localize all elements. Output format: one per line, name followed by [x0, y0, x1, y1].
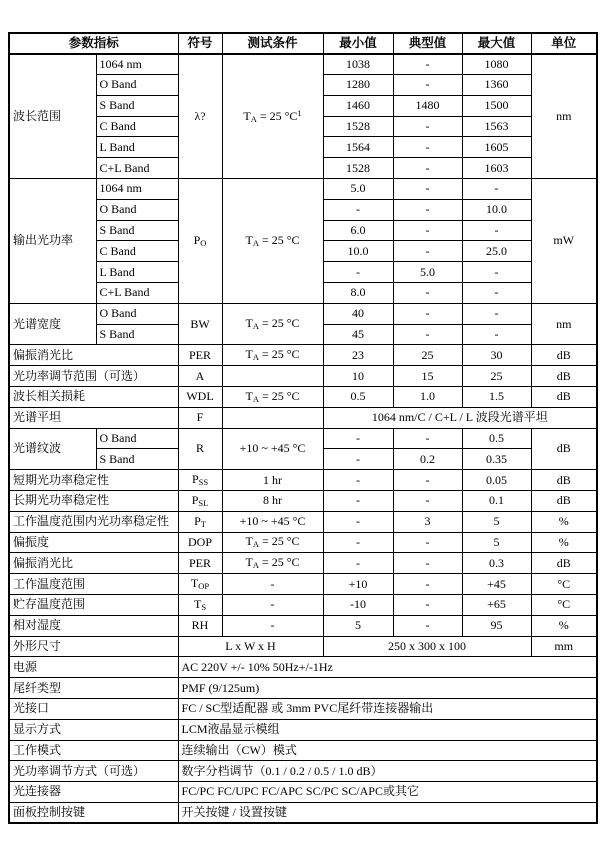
table-row — [9, 657, 597, 678]
min-value-cell: - — [323, 449, 393, 470]
unit-cell: dB — [531, 387, 597, 408]
param-sub-cell: S Band — [96, 220, 178, 241]
param-name-cell: 电源 — [9, 657, 178, 678]
typ-value-cell: - — [393, 428, 462, 449]
typ-value-cell: - — [393, 595, 462, 616]
max-value-cell: 1360 — [462, 75, 531, 96]
symbol-cell: RH — [178, 615, 222, 636]
max-value-cell: 10.0 — [462, 199, 531, 220]
min-value-cell: - — [323, 428, 393, 449]
param-name-cell: 工作温度范围 — [9, 574, 178, 595]
param-name-cell: 长期光功率稳定性 — [9, 491, 178, 512]
min-value-cell: 1528 — [323, 116, 393, 137]
max-value-cell: 0.35 — [462, 449, 531, 470]
symbol-cell: $P_{SS}$ — [178, 470, 222, 491]
typ-value-cell: - — [393, 491, 462, 512]
max-value-cell: +45 — [462, 574, 531, 595]
symbol-cell: $P_T$ — [178, 511, 222, 532]
condition-cell — [222, 366, 323, 387]
condition-cell — [222, 407, 323, 428]
condition-cell: $T_A = 25$ °C — [222, 553, 323, 574]
table-row — [9, 553, 597, 574]
typ-value-cell: 1.0 — [393, 387, 462, 408]
param-sub-cell: C+L Band — [96, 283, 178, 304]
header-max-value: 最大值 — [462, 33, 531, 54]
value-cell: AC 220V +/- 10% 50Hz+/-1Hz — [178, 657, 597, 678]
min-value-cell: 45 — [323, 324, 393, 345]
symbol-cell: WDL — [178, 387, 222, 408]
value-cell: 1064 nm/C / C+L / L 波段光谱平坦 — [323, 407, 597, 428]
min-value-cell: +10 — [323, 574, 393, 595]
typ-value-cell: - — [393, 241, 462, 262]
symbol-cell: $T_S$ — [178, 595, 222, 616]
condition-cell: $T_A = 25$ °C — [222, 532, 323, 553]
param-name-cell: 显示方式 — [9, 719, 178, 740]
max-value-cell: - — [462, 303, 531, 324]
header-condition: 测试条件 — [222, 33, 323, 54]
min-value-cell: 10.0 — [323, 241, 393, 262]
table-row — [9, 699, 597, 720]
header-min-value: 最小值 — [323, 33, 393, 54]
max-value-cell: 0.5 — [462, 428, 531, 449]
param-name-cell: 输出光功率 — [9, 179, 96, 304]
max-value-cell: 5 — [462, 532, 531, 553]
typ-value-cell: - — [393, 283, 462, 304]
param-name-cell: 光接口 — [9, 699, 178, 720]
unit-cell: mW — [531, 179, 597, 304]
max-value-cell: 30 — [462, 345, 531, 366]
max-value-cell: 95 — [462, 615, 531, 636]
max-value-cell: 25 — [462, 366, 531, 387]
unit-cell: dB — [531, 366, 597, 387]
min-value-cell: 5.0 — [323, 179, 393, 200]
param-name-cell: 偏振消光比 — [9, 345, 178, 366]
typ-value-cell: 0.2 — [393, 449, 462, 470]
typ-value-cell: 15 — [393, 366, 462, 387]
condition-cell: $T_A = 25$ $^\circ C^1$ — [222, 54, 323, 179]
table-row — [9, 366, 597, 387]
symbol-cell: DOP — [178, 532, 222, 553]
unit-cell: dB — [531, 491, 597, 512]
min-value-cell: 5 — [323, 615, 393, 636]
unit-cell: dB — [531, 428, 597, 470]
typ-value-cell: - — [393, 574, 462, 595]
condition-cell: - — [222, 595, 323, 616]
symbol-cell: PER — [178, 553, 222, 574]
param-sub-cell: S Band — [96, 324, 178, 345]
max-value-cell: 1605 — [462, 137, 531, 158]
header-symbol: 符号 — [178, 33, 222, 54]
unit-cell: nm — [531, 303, 597, 345]
max-value-cell: - — [462, 283, 531, 304]
max-value-cell: - — [462, 220, 531, 241]
param-name-cell: 偏振消光比 — [9, 553, 178, 574]
param-name-cell: 工作模式 — [9, 740, 178, 761]
typ-value-cell: - — [393, 470, 462, 491]
min-value-cell: 10 — [323, 366, 393, 387]
typ-value-cell: - — [393, 137, 462, 158]
min-value-cell: - — [323, 532, 393, 553]
value-cell: PMF (9/125um) — [178, 678, 597, 699]
condition-cell: $T_A = 25$ °C — [222, 387, 323, 408]
condition-cell: $T_A = 25$ °C — [222, 303, 323, 345]
condition-cell: - — [222, 615, 323, 636]
table-row — [9, 54, 597, 75]
min-value-cell: - — [323, 262, 393, 283]
min-value-cell: 1528 — [323, 158, 393, 179]
param-name-cell: 外形尺寸 — [9, 636, 178, 657]
typ-value-cell: - — [393, 615, 462, 636]
param-name-cell: 偏振度 — [9, 532, 178, 553]
unit-cell: dB — [531, 345, 597, 366]
table-row — [9, 782, 597, 803]
header-param-name: 参数指标 — [9, 33, 178, 54]
param-sub-cell: S Band — [96, 95, 178, 116]
max-value-cell: 1.5 — [462, 387, 531, 408]
min-value-cell: - — [323, 553, 393, 574]
condition-cell: $T_A = 25$ °C — [222, 179, 323, 304]
param-name-cell: 波长相关损耗 — [9, 387, 178, 408]
min-value-cell: - — [323, 470, 393, 491]
min-value-cell: 1460 — [323, 95, 393, 116]
table-row — [9, 595, 597, 616]
max-value-cell: 0.3 — [462, 553, 531, 574]
condition-cell: $T_A = 25$ °C — [222, 345, 323, 366]
min-value-cell: 40 — [323, 303, 393, 324]
typ-value-cell: - — [393, 75, 462, 96]
unit-cell: mm — [531, 636, 597, 657]
table-header — [9, 33, 597, 54]
max-value-cell: - — [462, 179, 531, 200]
min-value-cell: 6.0 — [323, 220, 393, 241]
param-sub-cell: C+L Band — [96, 158, 178, 179]
condition-cell: +10 ~ +45 °C — [222, 428, 323, 470]
symbol-cell: BW — [178, 303, 222, 345]
condition-cell: 8 hr — [222, 491, 323, 512]
table-row — [9, 428, 597, 449]
unit-cell: % — [531, 615, 597, 636]
param-name-cell: 光谱平坦 — [9, 407, 178, 428]
max-value-cell: 5 — [462, 511, 531, 532]
unit-cell: dB — [531, 470, 597, 491]
table-row — [9, 470, 597, 491]
param-sub-cell: C Band — [96, 116, 178, 137]
typ-value-cell: 3 — [393, 511, 462, 532]
param-sub-cell: O Band — [96, 303, 178, 324]
typ-value-cell: - — [393, 303, 462, 324]
unit-cell: nm — [531, 54, 597, 179]
value-cell: LCM液晶显示模组 — [178, 719, 597, 740]
table-row — [9, 532, 597, 553]
table-row — [9, 615, 597, 636]
max-value-cell: 25.0 — [462, 241, 531, 262]
typ-value-cell: - — [393, 116, 462, 137]
table-row — [9, 179, 597, 200]
table-row — [9, 303, 597, 324]
symbol-cell: PER — [178, 345, 222, 366]
param-name-cell: 尾纤类型 — [9, 678, 178, 699]
min-value-cell: 1038 — [323, 54, 393, 75]
param-sub-cell: C Band — [96, 241, 178, 262]
param-sub-cell: O Band — [96, 75, 178, 96]
header-typ-value: 典型值 — [393, 33, 462, 54]
symbol-cell: A — [178, 366, 222, 387]
table-row — [9, 761, 597, 782]
typ-value-cell: - — [393, 199, 462, 220]
min-value-cell: 23 — [323, 345, 393, 366]
param-sub-cell: O Band — [96, 428, 178, 449]
header-unit: 单位 — [531, 33, 597, 54]
table-row — [9, 802, 597, 823]
header-row — [9, 33, 597, 54]
unit-cell: dB — [531, 553, 597, 574]
param-name-cell: 短期光功率稳定性 — [9, 470, 178, 491]
param-name-cell: 波长范围 — [9, 54, 96, 179]
table-row — [9, 740, 597, 761]
max-value-cell: 1080 — [462, 54, 531, 75]
typ-value-cell: 5.0 — [393, 262, 462, 283]
unit-cell: % — [531, 532, 597, 553]
max-value-cell: 0.1 — [462, 491, 531, 512]
table-row — [9, 491, 597, 512]
param-sub-cell: O Band — [96, 199, 178, 220]
param-name-cell: 光功率调节范围（可选） — [9, 366, 178, 387]
symbol-cell: F — [178, 407, 222, 428]
unit-cell: % — [531, 511, 597, 532]
table-row — [9, 407, 597, 428]
condition-cell: - — [222, 574, 323, 595]
max-value-cell: 1500 — [462, 95, 531, 116]
typ-value-cell: 25 — [393, 345, 462, 366]
param-name-cell: 光连接器 — [9, 782, 178, 803]
table-row — [9, 345, 597, 366]
max-value-cell: 1563 — [462, 116, 531, 137]
value-cell: 连续输出（CW）模式 — [178, 740, 597, 761]
table-body — [9, 54, 597, 823]
typ-value-cell: - — [393, 220, 462, 241]
typ-value-cell: - — [393, 532, 462, 553]
min-value-cell: -10 — [323, 595, 393, 616]
max-value-cell: 1603 — [462, 158, 531, 179]
param-name-cell: 光谱纹波 — [9, 428, 96, 470]
condition-cell: 1 hr — [222, 470, 323, 491]
typ-value-cell: - — [393, 324, 462, 345]
param-name-cell: 光功率调节方式（可选） — [9, 761, 178, 782]
param-sub-cell: 1064 nm — [96, 179, 178, 200]
table-row — [9, 511, 597, 532]
spec-table — [8, 32, 598, 824]
table-row — [9, 678, 597, 699]
typ-value-cell: 1480 — [393, 95, 462, 116]
condition-cell: +10 ~ +45 °C — [222, 511, 323, 532]
param-sub-cell: S Band — [96, 449, 178, 470]
table-row — [9, 574, 597, 595]
value-cell: 数字分档调节（0.1 / 0.2 / 0.5 / 1.0 dB） — [178, 761, 597, 782]
param-name-cell: 光谱宽度 — [9, 303, 96, 345]
unit-cell: °C — [531, 595, 597, 616]
max-value-cell: - — [462, 324, 531, 345]
value-cell: L x W x H — [178, 636, 323, 657]
min-value-cell: 8.0 — [323, 283, 393, 304]
value-cell: 250 x 300 x 100 — [323, 636, 531, 657]
max-value-cell: +65 — [462, 595, 531, 616]
symbol-cell: R — [178, 428, 222, 470]
param-name-cell: 相对湿度 — [9, 615, 178, 636]
symbol-cell: $P_{SL}$ — [178, 491, 222, 512]
min-value-cell: - — [323, 491, 393, 512]
value-cell: FC / SC型适配器 或 3mm PVC尾纤带连接器输出 — [178, 699, 597, 720]
table-row — [9, 636, 597, 657]
max-value-cell: - — [462, 262, 531, 283]
value-cell: FC/PC FC/UPC FC/APC SC/PC SC/APC或其它 — [178, 782, 597, 803]
min-value-cell: 0.5 — [323, 387, 393, 408]
symbol-cell: λ? — [178, 54, 222, 179]
min-value-cell: 1564 — [323, 137, 393, 158]
symbol-cell: $T_{OP}$ — [178, 574, 222, 595]
table-row — [9, 387, 597, 408]
param-sub-cell: L Band — [96, 262, 178, 283]
value-cell: 开关按键 / 设置按键 — [178, 802, 597, 823]
min-value-cell: - — [323, 511, 393, 532]
typ-value-cell: - — [393, 553, 462, 574]
min-value-cell: - — [323, 199, 393, 220]
min-value-cell: 1280 — [323, 75, 393, 96]
unit-cell: °C — [531, 574, 597, 595]
param-name-cell: 面板控制按键 — [9, 802, 178, 823]
param-sub-cell: L Band — [96, 137, 178, 158]
symbol-cell: $P_O$ — [178, 179, 222, 304]
typ-value-cell: - — [393, 158, 462, 179]
table-row — [9, 719, 597, 740]
typ-value-cell: - — [393, 54, 462, 75]
max-value-cell: 0.05 — [462, 470, 531, 491]
param-name-cell: 贮存温度范围 — [9, 595, 178, 616]
param-name-cell: 工作温度范围内光功率稳定性 — [9, 511, 178, 532]
typ-value-cell: - — [393, 179, 462, 200]
param-sub-cell: 1064 nm — [96, 54, 178, 75]
